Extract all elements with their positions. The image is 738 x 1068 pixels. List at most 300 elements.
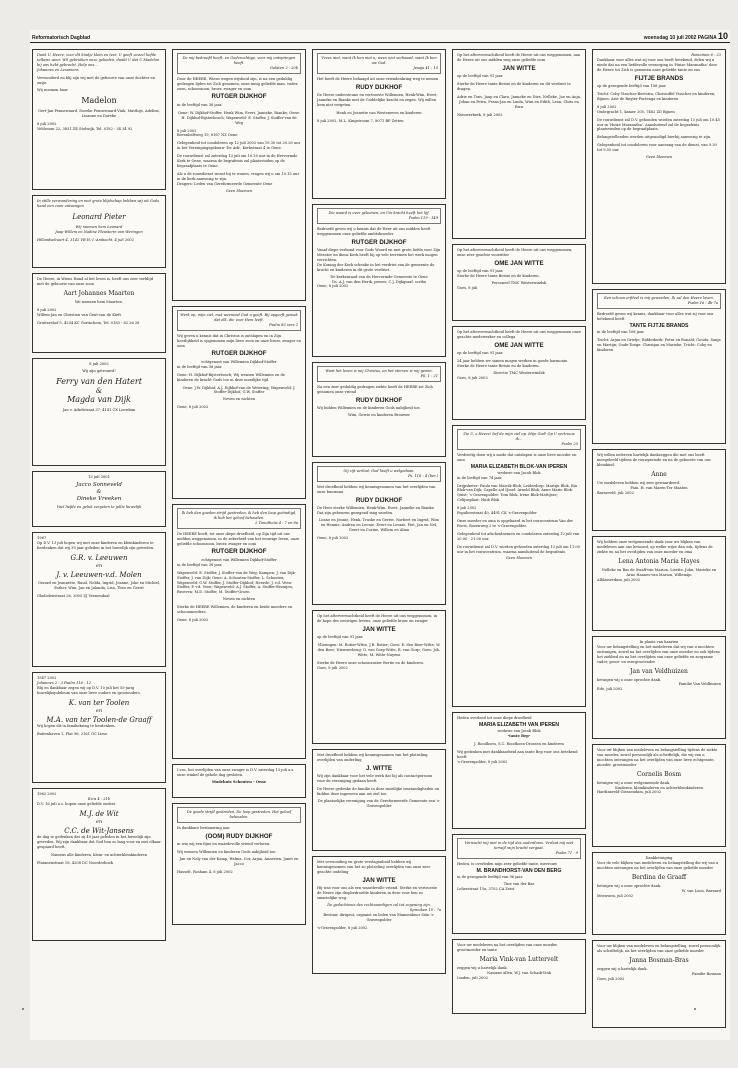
conjunction: en [95, 819, 103, 826]
verse-ref: Spreuken 10 : 7a [409, 907, 441, 912]
obituary-rutger-dijkhof-family [172, 49, 306, 301]
obituary-family: Wapenveld: E. Stoffer, J. Stoffer-van de Weg; Kampen: J. van Dijk-Stoffer, J. van Dijk; Oene: A. Schouten-Stoffer, L. Schouten; Wapenveld: G.W. Stoffer, J. Stoffer-Dijkhof; Heerde: J. v.d. Veen-Stoffer, P. v.d. Veen; Wapenveld: A.J. Stoffer, A. Stoffer-Bezuijen; Broeven: M.D. Stoffer, M. Stoffer-Groen [177, 570, 296, 595]
obituary-note: Als u de rouwdienst wenst bij te wonen, vragen wij u om 10.15 uur in de kerk aanwezig te zijn. [177, 171, 300, 181]
announcement-name: Leonard Pieter [72, 212, 126, 221]
thanks-subtext: zeggen wij u hartelijk dank. [457, 965, 508, 970]
obituary-address: Populierstraat 49, 4491 CK 's-Gravenpolder [457, 511, 537, 516]
obituary-name: OME JAN WITTE [494, 341, 544, 349]
thanks-name: Jan van Veldhuizen [630, 667, 688, 675]
thanks-name: Maria Vink-van Luttervelt [479, 955, 559, 963]
announcement-name: Dineke Vreeken [76, 495, 122, 502]
thanks-date: Ede, juli 2002 [597, 687, 623, 692]
column-4 [452, 49, 586, 1019]
obituary-age: in de leeftijd van 38 jaar. [177, 102, 223, 107]
verse-text: Want het leven is mij Christus, en het sterven is mij gewin. [325, 369, 433, 373]
obituary-signature: De plaatselijke vereniging van de Gereformeerde Gemeente van 's-Gravenpolder [317, 798, 441, 808]
obituary-note: Wij wensen Willemien en kinderen Gods nabijheid toe. [177, 850, 277, 855]
announcement-address: Gladiolenstraat 26, 3905 ZJ Veenendaal [37, 594, 110, 599]
obituary-date: 8 juli 2002 [457, 506, 477, 511]
obituary-name: RUDY DIJKHOF [355, 83, 403, 91]
obituary-rutger-dijkhof-in-laws [172, 504, 306, 759]
verse-text: Die waard is over gekomen, en Uw kracht heeft het lijf. [328, 211, 430, 215]
obituary-verse [457, 838, 581, 859]
obituary-family: Oene: W. Dijkhof-Stoffer, Henk Wim, Evert, Janneke, Rianke; Oene: H. Dijkhof-Bijsterbosch; Wapenveld: E. Stoffer, J. Stoffer-van de Weg [177, 110, 300, 125]
obituary-rutger-dijkhof-mother [172, 306, 306, 499]
notice-text: I.v.m. het overlijden van onze zwager is D.V. zaterdag 13 juli a.s. onze winkel de gehele dag gesloten. [177, 768, 295, 777]
anniversary-announcement-leeuwen [32, 532, 166, 667]
obituary-text: De Heere ondersteune en vertroeste Willemien, Henk-Wim, Evert, Janneke en Rianke met de Goddelijke kracht en zegen. Wij zullen hem niet vergeten. [317, 93, 438, 107]
obituary-signature: Ds. A.J. van den Herik, preses; C.J. Dijkgraaf, scriba [331, 279, 427, 284]
obituary-age: in de leeftijd van 74 jaar. [457, 475, 503, 480]
announcement-address: Hillandsebuurt 4, 3142 VB H.-I.-Ambacht, 4 juli 2002 [37, 238, 134, 243]
column-5 [592, 49, 726, 1033]
obituary-date: Goes, 8 juli [457, 286, 478, 291]
page-info [644, 32, 728, 41]
obituary-signature: Henk en Jeanette van Westeneven en kinderen [336, 110, 422, 115]
obituary-text: Bedroefd geven wij u kennis dat de Heer uit ons midden heeft weggenomen onze geliefde ambtsbroeder [317, 226, 431, 236]
thanks-cornelis-bosm [592, 744, 726, 847]
ampersand: & [95, 386, 103, 395]
obituary-text: De Heere gedenke de familie in deze moeilijke omstandigheden en bidden deze ingeween aan uw ziel toe. [317, 787, 440, 797]
verse-ref: Psalm 16 : 4b-7a [687, 300, 718, 305]
obituary-subtitle: echtgenoot van Willemien Dijkhof-Stoffer [201, 359, 277, 364]
obituary-date: 's-Gravenpolder, 8 juli 2002 [457, 759, 508, 764]
obituary-text: Hij was voor ons als een waardevolle vriend. Sterke en vertroeste de Heere zijn diepbedroefde kinderen in deze voor hen zo smartelijke weg. [317, 886, 438, 901]
announcement-address: Jan v. Arkelstraat 37, 4141 CX Leerdam [62, 408, 136, 413]
announcement-subtext: Wij noemen haar [37, 88, 68, 93]
verse-ref: Romeinen 6 : 23 [691, 53, 721, 57]
obituary-note: De rouwdienst zal D.V. gehouden worden zaterdag 13 juli om 10.45 uur in 'Huize Maranatha'. Aansluitend zal de begrafenis plaatsvinden op de begraafplaats. [597, 117, 720, 132]
verse-ref: Psalm 25 [561, 441, 578, 446]
obituary-text: Bedroefd geven wij kennis, dankbaar voor alles wat zij voor ons betekend heeft [597, 311, 714, 321]
obituary-note: Onze moeder en oma is opgebaard in het rouwcentrum Van der Poest, Rozenweg 2 te 's-Gravenpolder. [457, 518, 574, 528]
thanks-text: Wij hebben onze welgemeende dank voor uw blijken van medeleven aan ons betoond, op welke wijze dan ook, tijdens de ziekte en na het overlijden van onze moeder en oma [597, 540, 713, 554]
obituary-age: in de leeftijd van 38 jaar. [177, 364, 223, 369]
obituary-text: De Heer sterke Willemien, Henk-Wim, Evert, Janneke en Rianke. [317, 506, 436, 511]
obituary-note: Gelegenheid tot condoleren op 12 juli 2002 van 19.30 tot 20.30 uur in het Verenigingsgebouw 'De Ark', Kerkstraat 4 te Oene. [177, 141, 301, 151]
announcement-years: 1947 2002 [37, 676, 57, 680]
thanks-jan-van-veldhuizen [592, 636, 726, 739]
announcement-intro: Wij zijn getrouwd! [82, 368, 116, 373]
obituary-signature: Tine van der Bar [503, 881, 535, 886]
anniversary-announcement-toolen [32, 672, 166, 783]
obituary-text: Dankbaar voor alles wat zij voor ons heeft betekend, delen wij u mede dat na een liefdevolle verzorging in 'Huize Maranatha' door de Heere tot Zich is genomen onze geliefde tante en zus [597, 57, 718, 72]
obituary-subtitle: echtgenoot van Willemien Dijkhof-Stoffer [201, 557, 277, 562]
obituary-text: Sterke de Heere onze schoonzuster Bertie en de kinderen. [317, 660, 424, 665]
thanks-title: Dankbetuiging [645, 856, 673, 860]
thanks-signature: Nelleke en Bas de Swaff-van Marion, Lisette, John, Marieke en Arno Haanes-van Marion, Willemijn [601, 567, 717, 577]
announcement-parents: Gert-Jan Pennewaard, Doreke Pennewaard-Vink, Matthijs, Adeline, Lisanne en Doreke [38, 109, 160, 119]
obituary-signature: De kerkenraad van de Hervormde Gemeente te Oene [330, 274, 428, 279]
thanks-signature: Familie Bosman [691, 971, 721, 976]
thanks-text: Voor uw blijken van medeleven en belangstelling tijdens de ziekte van moeder, zowel persoonlijk als schriftelijk, die wij van u mochten ontvangen na het overlijden van onze lieve echtgenote, moeder, grootmoeder [597, 748, 718, 767]
obituary-ome-jan-witte-personeel [452, 244, 586, 321]
obituary-maria-blok-van-iperen [452, 425, 586, 707]
thanks-janna-bosman-bras [592, 940, 726, 1028]
announcement-name: J. v. Leeuwen-v.d. Molen [56, 570, 142, 579]
verse-text: Een schoon erfdeel is mij geworden, Ik zal den Heere loven. [604, 296, 714, 300]
announcement-parents: Jaap Willem en Nadine Pleasterin van Weringen [55, 230, 143, 235]
obituary-text: Wij bidden Willemien en de kinderen Gods nabijheid toe. [317, 406, 421, 411]
obituary-date: Oene, 8 juli 2002 [317, 284, 349, 289]
obituary-note: Gelegenheid tot condoleren voor aanvang van de dienst, van 9.30 tot 9.55 uur. [597, 143, 717, 153]
obituary-age: op de leeftijd van 91 jaar. [457, 269, 504, 274]
scan-dot [694, 1008, 696, 1010]
obituary-text: Verdrietig doen wij u mede dat ontslapen is onze lieve moeder en oma [457, 452, 577, 462]
obituary-text: Op het afterverwachtheid heeft de Heere uit ons weggenomen, aan de Heere uit ons midden weg onze geliefde oom [457, 53, 581, 62]
scan-dot [22, 1008, 24, 1010]
obituary-address: Hasselt, Rosham 4, 8 juli 2002 [177, 869, 233, 874]
announcement-subtext: Voel liefde en geluk vergeten te jullie huwelijk [56, 504, 142, 509]
thanks-subtext: betuigen wij u onze oprechte dank. [597, 677, 662, 682]
obituary-m-brandhorst [452, 834, 586, 934]
thanks-text: Voor uw medeleven na het overlijden van onze moeder, grootmoeder en tante [457, 943, 558, 952]
obituary-note: Belangstellenden worden uitgenodigd hierbij aanwezig te zijn. [597, 135, 712, 140]
announcement-name: Madelon [81, 96, 117, 106]
obituary-signature: Geen bloemen [645, 155, 673, 160]
obituary-verse: De gedachtenis des rechtvaardigen zal tot zegening zijn. [327, 902, 431, 907]
verse-text: Zie U, o Heere! bef de mijn ziel op. Mijn God! Op U vertrouw ik... [463, 432, 575, 441]
announcement-years: 1962 2002 [37, 792, 57, 796]
obituary-age: op de leeftijd van 91 jaar. [457, 351, 504, 356]
announcement-years: 1967 [37, 536, 47, 540]
obituary-family: Vlissingen: M. Rotier-Witte, J.R. Rotier; Goes: E. den Boer-Witte, W. den Boer; Nieuwerbrug: G. van Gorp-Witte, R. van Gorp; Goes: Joh. Witte, M. Witte-Nuyens [317, 643, 441, 658]
obituary-text: Sterke de Heere tante Betsie en de kinderen. [457, 364, 540, 369]
thanks-signature: Kinderen, kleinkinderen en achterkleinkinderen [615, 785, 703, 790]
announcement-verse-ref: Ezra 4 : 21b [87, 796, 111, 801]
announcement-intro: Dank U, Heere, voor dit kindje klein en teer. U geeft zoveel liefde telkens weer. Wil gebruiken onze gebeden, dankt U dat U Madelon bij ons hebt gebracht. Help ons... [37, 53, 160, 67]
obituary-text: Heden overleed tot onze diepe droefheid [457, 716, 532, 720]
obituary-text: in wie wij een fijne en waardevolle vriend verloren. [177, 842, 271, 847]
announcement-name: M.A. van ter Toolen-de Graaff [46, 715, 152, 724]
obituary-verse [177, 53, 301, 74]
obituary-address: Lelierstraat 15a, 3702 CA Zeist [457, 886, 515, 891]
thanks-date: Hardinxveld-Giessendam, juli 2002 [597, 790, 662, 795]
thanks-subtext: zeggen wij u hartelijk dank. [597, 966, 648, 971]
obituary-rudy-dijkhof-brouwer [312, 362, 446, 457]
verse-text: De goede strijd gestreden, De loop gestreden, Het geloof behouden. [186, 810, 292, 819]
announcement-name: Magda van Dijk [67, 395, 131, 405]
obituary-date: Goes, 8 juli 2002 [317, 665, 348, 670]
obituary-text: Met droefheid hebben wij kennisgenomen van het overlijden van onze buurman [317, 484, 436, 494]
thanks-date: Alblasserdam, juli 2002 [597, 577, 641, 582]
ampersand: & [96, 488, 102, 495]
thanks-subtext: Uw medeleven hebben wij zeer gewaardeerd. [597, 480, 681, 485]
announcement-date: 13 juli 2001 [88, 475, 110, 479]
obituary-name: MARIA ELIZABETH BLOK-VAN IPEREN [470, 463, 568, 470]
obituary-name: M. BRANDHORST-VAN DEN BERG [476, 867, 562, 874]
thanks-name: Anne [651, 470, 667, 478]
obituary-text: De Koning der Kerk schenke in het verdriet van de gemeente de kracht en kinderen in dit grote verdriet. [317, 262, 435, 272]
obituary-age: in de leeftijd van 108 jaar. [597, 329, 645, 334]
announcement-name: K. van ter Toolen [68, 698, 130, 707]
obituary-name: JAN WITTE [362, 876, 396, 884]
obituary-verse [317, 366, 441, 382]
announcement-subtext: Wij hopen dit in familiekring te herdenken. [37, 724, 116, 729]
newspaper-page [30, 30, 730, 1040]
page-number: 10 [717, 31, 728, 41]
obituary-address: 8 juli 2002, M.L. Kingstroom 7, 8071 BP Zetten [317, 118, 404, 123]
announcement-date: 8 juli 2002 [37, 307, 57, 312]
thanks-signature: Fam. H. van Maren-Ter Maaten [630, 485, 688, 490]
obituary-signature: Personeel TMC Westerwindsk [491, 281, 547, 286]
notice-signature: Modehuis Schouten - Oene [211, 779, 267, 784]
obituary-signature: Neven en nichten [222, 397, 256, 402]
obituary-name: RUTGER DIJKHOF [211, 93, 267, 101]
obituary-rutger-dijkhof-church [312, 204, 446, 357]
obituary-text: Met verwonding en grote verslagenheid hebben wij kennisgenomen van het zo plotseling overlijden van onze zeer geachte oudeling [317, 860, 431, 874]
obituary-age: op de gezegende leeftijd van 108 jaar. [597, 84, 667, 89]
thanks-subtext: betuigen wij u onze oprechte dank. [597, 883, 662, 888]
obituary-verse [177, 807, 301, 823]
obituary-age: op de leeftijd van 91 jaar. [457, 74, 504, 79]
obituary-text: Heden, is overleden mijn zeer geliefde tante, mevrouw [457, 861, 558, 866]
obituary-date: 8 juli 2002 [177, 128, 197, 133]
obituary-text: Het heeft de Heere behaagd uit onze vriendenkring weg te nemen [317, 76, 439, 81]
obituary-signature: J. Roodhoen, S.C. Roodhoen-Drossen en kinderen [474, 741, 564, 746]
thanks-text: Voor de vele blijken van medeleven en belangstelling die wij van u mochten ontvangen na het overlijden van onze geliefde moeder [597, 860, 719, 870]
thanks-date: Linden, juli 2002 [457, 975, 488, 980]
page-header [30, 30, 730, 43]
verse-text: De mij bedroefd heeft, en Godvruchtige, voor mij ontspringen heeft. [182, 56, 296, 65]
obituary-name: FIJTJE BRANDS [634, 74, 684, 82]
thanks-title: In plaats van kaarten [639, 640, 679, 644]
announcement-intro: In stille verwondering en met grote blijdschap hebben wij uit Gods hand een zoon ontvangen [37, 199, 160, 208]
obituary-signature: Geen bloemen [505, 556, 533, 561]
obituary-j-witte-vereniging [312, 749, 446, 851]
obituary-name: (OOM) RUDY DIJKHOF [205, 832, 273, 840]
thanks-text: Voor uw belangstelling en het medeleven dat wij van u mochten ontvangen, zowel na het overlijden van onze moeder en ook tijdens het ziekbed en na het overlijden van onze geliefde en zorgzame vader, groot- en overgrootvader [597, 644, 720, 664]
announcement-text: Blij en dankbaar zegen wij op D.V. 10 juli het 55-jarig huwelijksjubileum van onze lieve ouders en grootouders. [37, 685, 141, 695]
announcement-signature: Namens alle kinderen, klein- en achterkleinkinderen [50, 852, 148, 857]
announcement-date: 8 juli 2002 [37, 122, 57, 127]
thanks-name: Cornelis Bosm [636, 770, 682, 778]
obituary-subtitle: weduwe van Jacob Blok [497, 729, 541, 734]
column-2 [172, 49, 306, 930]
announcement-intro: De Heere, in Wiens Hand al het leven is, heeft ons zeer verblijd met de geboorte van onze zoon [37, 277, 153, 286]
obituary-name: JAN WITTE [362, 625, 396, 633]
thanks-signature: Familie Van Veldhuizen [678, 682, 721, 687]
announcement-name: Ferry van den Hatert [56, 376, 142, 386]
conjunction: en [95, 708, 103, 715]
obituary-text: Sterke de Heere tante Betsie en de kinderen. [457, 274, 540, 279]
obituary-date: Oene, 8 juli 2002 [317, 535, 349, 540]
obituary-subtitle: weduwe van Jacob Blok [497, 470, 541, 475]
verse-ref: Psalm 71 : 9 [555, 850, 578, 855]
thanks-name: Berdina de Graaff [631, 873, 687, 881]
obituary-signature: Geen bloemen [225, 188, 253, 193]
obituary-note: Gelegenheid tot afscheidnemen en condoleren zaterdag 12 juli van 20.00 - 21.00 uur. [457, 531, 580, 541]
obituary-family: Adrie en Tons, Jaap en Clara, Janneke en Dies, Nelleke, Joe en Anja, Johan en Petra, Frans-Jan en Linda, Wim en Edith, Leon, Chris en Esra [457, 95, 581, 109]
obituary-text: Dat zijn gebeuren gezegend mag worden. [317, 511, 394, 516]
obituary-tante-fijtje-brands [592, 289, 726, 444]
obituary-text: In dankbare herinnering aan [177, 825, 230, 830]
verse-ref: Ps. 116 : 4 (ber.) [408, 473, 438, 478]
verse-text: Ik heb den goeden strijd gestreden, ik heb den loop geëindigd, ik heb het geloof behouden. [181, 511, 297, 520]
obituary-fijtje-brands [592, 49, 726, 284]
announcement-date: 8 juli 2002 [89, 362, 109, 366]
anniversary-announcement-wit [32, 788, 166, 941]
obituary-ome-jan-witte-directie [452, 326, 586, 420]
obituary-text: De HEERE heeft, tot onze diepe droefheid, op Zijn tijd uit ons midden weggenomen, in de zekerheid van het eeuwige leven, onze geliefde schoonzoon, broer, zwager en oom [177, 531, 300, 546]
obituary-family: Tricht: Coby Visscher-Beetstra, Christoffel Visscher en kinderen; Bijnen: Arie de Ruyter-Portenga en kinderen [597, 92, 716, 101]
verse-ref: Fil. 1 : 21 [420, 373, 438, 378]
column-1 [32, 49, 166, 946]
obituary-age: op de leeftijd van 91 jaar. [317, 635, 364, 640]
obituary-text: Wij zijn dankbaar voor het vele werk dat hij als contactpersoon voor de vereniging gedaan heeft. [317, 774, 433, 784]
thanks-date: Meeuwen, juli 2002 [597, 893, 634, 898]
wedding-announcement-ferry-magda [32, 358, 166, 466]
obituary-jan-witte-mannenkoor [312, 856, 446, 974]
obituary-family: Oene: H. Dijkhof-Bijsterbosch; Wij wensen Willemien en de kinderen de kracht Gods toe in deze moeilijke tijd. [177, 372, 285, 382]
birth-announcement-madelon [32, 49, 166, 190]
announcement-verse-ref: Johannes en Lesamens [37, 67, 79, 72]
header-date: woensdag 10 juli 2002 [643, 35, 697, 41]
obituary-name: RUTGER DIJKHOF [211, 548, 267, 556]
thanks-text: Wij willen iedereen hartelijk dankzeggen die met ons heeft meegeleefd tijdens de rouwperiode en na de geboorte van ons kleinkind. [597, 453, 711, 467]
obituary-family: Tricht: Arjan en Grietje; Ridderkerk: Petra en Ronald; Gouda: Sanja en Martijn; Oude-Tonge: Christjan en Marieke; Tricht: Coby en kinderen [597, 337, 721, 352]
thanks-name: Lena Antonia Maria Hayes [618, 557, 700, 565]
obituary-verse [457, 429, 581, 450]
announcement-address: Buitenhaven 1, Flat 96, 2161 GC Lisse [37, 732, 108, 737]
verse-ref: Psalm 83 vers 2 [269, 322, 298, 327]
obituary-jan-witte-family [312, 610, 446, 744]
paper-name: Reformatorisch Dagblad [32, 35, 91, 41]
obituary-text: Na een zeer geduldig gedragen ziekte heeft de HEERE tot Zich genomen onze vriend [317, 384, 433, 394]
obituary-text: Met droefheid hebben wij kennisgenomen van het plotseling overlijden van onderling [317, 753, 428, 762]
obituary-date: Oene, 8 juli 2002 [177, 405, 209, 410]
obituary-verse [317, 466, 441, 482]
obituary-text: 24 jaar hebben we samen mogen werken in goede harmonie. [457, 359, 569, 364]
obituary-signature: Neven en nichten [222, 597, 256, 602]
announcement-name: G.R. v. Leeuwen [70, 553, 128, 562]
obituary-signature: Wim, Gerrie en kinderen Brouwer [347, 413, 411, 418]
obituary-verse [597, 293, 721, 309]
thanks-signature: Namens allen, W.J. van Schaik-Vink [487, 970, 551, 975]
obituary-note: Sterke de HEERE Willemien, de kinderen en beide moeders en schoonmoeders. [177, 605, 293, 615]
obituary-date: Goes, 8 juli 2002 [457, 375, 488, 380]
thanks-name: Janna Bosman-Bras [629, 956, 689, 964]
obituary-name: RUDY DIJKHOF [355, 396, 403, 404]
verse-text: Vrees niet, want Ik ben met u; wees niet verbaasd, want Ik ben uw God. [321, 56, 437, 65]
obituary-name: RUTGER DIJKHOF [211, 350, 267, 358]
obituary-text: Wij gedenken met dankbaarheid aan tante Bep voor ons betekend heeft. [457, 749, 578, 759]
obituary-note: De rouwdienst zal D.V. worden gehouden zaterdag 13 juli om 11.00 uur in het rouwcentrum, waarna aansluitend de begrafenis. [457, 544, 580, 554]
obituary-rudy-dijkhof-friends [172, 803, 306, 925]
obituary-age: in de leeftijd van 38 jaar. [177, 562, 223, 567]
obituary-name: RUTGER DIJKHOF [351, 238, 407, 246]
announcement-name: Aart Johannes Maarten [63, 289, 135, 297]
obituary-name: MARIA ELIZABETH VAN IPEREN [478, 721, 560, 728]
obituary-text: Sterke de Heere tante Betsie en de kinderen en dit verdriet te dragen. [457, 82, 571, 92]
announcement-name: Jacco Sonneveld [76, 481, 122, 488]
announcement-subtext: We noemen hem Maarten. [75, 299, 123, 304]
obituary-name: JAN WITTE [502, 64, 536, 72]
page-label: PAGINA [697, 35, 717, 41]
verse-ref: Jesaja 41 : 10 [413, 65, 438, 70]
announcement-text: de dag te gedenken dat zij 40 jaar geleden in het huwelijk zijn getreden. Wij zijn dankbaar dat God hen zo lang voor en met elkaar gespaard heeft. [37, 835, 161, 850]
verse-text: Verwacht mij niet in de tijd des ouderdoms. Verlaat mij niet terwijl mijn kracht vergaat. [464, 841, 574, 850]
obituary-rudy-dijkhof-westeneven [312, 49, 446, 199]
obituary-verse [177, 508, 301, 529]
obituary-verse [317, 208, 441, 224]
announcement-address: Platanenstraat 18, 4208 DC Noorderhoek [37, 860, 113, 865]
obituary-date: 8 juli 2002 [597, 104, 617, 109]
birth-announcement-leonard [32, 195, 166, 268]
thanks-anne [592, 449, 726, 531]
thanks-date: Barneveld, juli 2002 [597, 490, 634, 495]
column-3 [312, 49, 446, 979]
thanks-signature: W. van Loon, Barnard [681, 888, 721, 893]
announcement-verse-ref: Johannes 2 : 3 Psalm 116 : 12 [37, 680, 91, 685]
obituary-signature: Bestuur, dirigent, organist en leden van Mannenkoor Sión 's-Gravenpolder [323, 912, 435, 922]
verse-text: Werk op, mijn ziel, met weenend God u geeft. Bij opgeeft gemak dat elk, die voor Hem leeft. [180, 313, 298, 322]
obituary-signature: Jan en Nely van der Kamp, Helma, Cor, Arjan, Annerien, Janet en Jacco [179, 857, 299, 866]
verse-ref: 2 Timotheüs 4 : 7 en 8a [255, 520, 298, 525]
birth-announcement-aart [32, 273, 166, 353]
verse-ref: Galaten 2 : 20b [270, 65, 298, 70]
thanks-date: Goes, juli 2002 [597, 976, 625, 981]
announcement-name: M.J. de Wit [79, 809, 119, 818]
thanks-text: Voor uw blijken van medeleven en belangstelling, zowel persoonlijk als schriftelijk, na het overlijden van onze geliefde moeder [597, 944, 721, 953]
obituary-text: Door de HEERE, Wiens wegen wijsheid zijn, is na een geduldig gedragen lijden tot Zich genomen, onze innig geliefde man, vader, zoon, schoonzoon, broer, zwager en oom [177, 76, 299, 91]
obituary-rudy-dijkhof-neighbours [312, 462, 446, 605]
obituary-date: 's-Gravenpolder, 8 juli 2002 [317, 925, 368, 930]
verse-ref: Psalm 119 : 149 [408, 215, 438, 220]
obituary-address: Oudegracht 1, kamer 205, 7482 ZD Bijnen [597, 109, 675, 114]
thanks-berdina-de-graaff [592, 852, 726, 935]
obituary-text: Op het afterverwachtheid heeft de Heere uit ons weggenomen onze geachte medewerker en collega [457, 330, 581, 339]
announcement-subtext: Wij noemen hem Leonard [75, 225, 123, 230]
obituary-name: J. WITTE [365, 764, 393, 772]
announcement-intro: D.V. 16 juli a.s. hopen onze geliefde ouders [37, 801, 116, 806]
verse-text: Gij zijt verlost, God heeft u welgedaan. [343, 469, 415, 473]
announcement-text: Op D.V. 13 juli hopen wij met onze kinderen en kleinkinderen te herdenken dat wij 35 jaar geleden in het huwelijk zijn getreden. [37, 540, 155, 550]
announcement-address: Veldzoom 22, 3831 ZE Stolwijk, Tel. 0182 - 34 34 92 [37, 127, 133, 132]
thanks-lena-hayes [592, 536, 726, 631]
obituary-note: De rouwdienst zal zaterdag 13 juli om 10.30 uur in de Hervormde Kerk te Oene, waarna de begrafenis zal plaatsvinden op de begraafplaats te Oene. [177, 154, 298, 168]
obituary-maria-van-iperen-roodhoen [452, 712, 586, 829]
obituary-date: Oene, 8 juli 2002 [177, 618, 209, 622]
announcement-address: Gruttershof 5, 4254 KC Gorinchem, Tel. 0183 - 62 26 28 [37, 320, 140, 325]
obituary-jan-witte-nephews [452, 49, 586, 239]
obituary-verse [177, 310, 301, 331]
obituary-name: OME JAN WITTE [494, 259, 544, 267]
announcement-parents: Willem-Jan en Christien van Gent-van de Kieft [37, 312, 121, 317]
obituary-signature: Directie TMC Westerwindsk [493, 371, 545, 376]
obituary-tag: -tante Bep- [507, 734, 531, 739]
obituary-verse [317, 53, 441, 74]
announcement-name: C.C. de Wit-Jansens [64, 826, 134, 835]
anniversary-announcement-jacco [32, 471, 166, 527]
obituary-text: Op het afterverwachtheid heeft de Heere uit ons weggenomen, onze zeer geachte voorzitter [457, 248, 573, 257]
conjunction: en [95, 563, 103, 570]
thanks-subtext: betuigen wij u onze welgemeende dank. [597, 780, 671, 785]
obituary-age: in de gezegende leeftijd van 96 jaar. [457, 874, 524, 879]
announcement-text: Verwonderd en blij zijn wij met de geboorte van onze dochter en zusje. [37, 75, 155, 85]
obituary-date: Nieuwerkerk, 8 juli 2002 [457, 112, 503, 117]
obituary-text: Op het afterverwachtheid heeft de Heere uit ons weggenomen, in de hope des eeuwigen levens, onze geliefde broer en zwager [317, 614, 438, 623]
obituary-family: Drijpsketer: Paula van Marcik-Blok; Leiderdorp: Martijn Blok, Ria Blok-van Dijk; Capelle a/d IJssel: Arnold Blok, Anne Marie Blok-Quist; 's-Gravenpolder: Tom Blok, Irene Blok-Mattijsse; Colijnsplaat: Huib Blok [457, 483, 578, 503]
obituary-name: TANTE FIJTJE BRANDS [629, 322, 689, 329]
announcement-children: Gerard en Jeannette, Ruud, Nelda, Ingrid, Jeanne, Joke en Michiel, Esther, Wim, Jan en Jolanda, Lisa, Theo en Gerrit [37, 581, 161, 591]
obituary-family: Oene: J.W. Dijkhof, A.J. Dijkhof-van de Wetering; Wapenveld: J. Stoffer-Dijkhof, G.W. Stoffer [182, 385, 296, 395]
obituary-text: Vanaf diepe verbond voor Gods Woord en met grote liefde voor Zijn Meester en diens Kerk heeft hij op vele terreinen het werk mogen verrichten. [317, 248, 441, 262]
obituary-note: Dragers: Leden van Gereformeerde Gemeente Oene [177, 181, 273, 186]
obituary-text: Wij geven u kennis dat in Christus is ontslapen en in Zijn heerlijkheid is opgenomen mijn lieve zoon en onze broer, zwager en oom [177, 333, 301, 348]
thanks-maria-vink [452, 939, 586, 1014]
obituary-signature: Leane en Jennie, Henk, Truske en Gerrie, Norbert en Ingrid, Wim en Hennie, Andrea en Leonie, Evert en Leonie, Piet, Jan en Nel, Geert en Corine, Willem en Alma [319, 517, 439, 532]
